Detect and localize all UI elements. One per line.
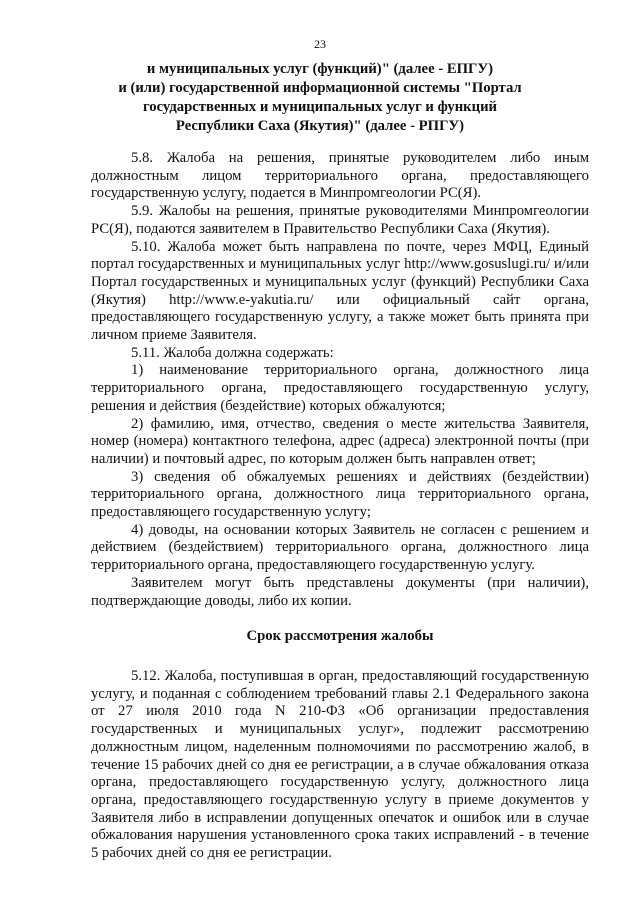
title-line: Республики Саха (Якутия)" (далее - РПГУ) <box>175 118 465 134</box>
list-item-2: 2) фамилию, имя, отчество, сведения о месте жительства Заявителя, номер (номера) контактного телефона, адрес (адреса) электронной почты (при наличии) и почтовый адрес, по которым должен быть направлен ответ; <box>91 415 589 467</box>
paragraph-5-12: 5.12. Жалоба, поступившая в орган, предоставляющий государственную услугу, и поданная с соблюдением требований главы 2.1 Федерального закона от 27 июля 2010 года N 210-ФЗ «Об организации предоставления государственных и муниципальных услуг», подлежит рассмотрению должностным лицом, наделенным полномочиями по рассмотрению жалоб, в течение 15 рабочих дней со дня ее регистрации, а в случае обжалования отказа органа, предоставляющего государственную услугу, должностного лица органа, предоставляющего государственную услугу в приеме документов у Заявителя либо в исправлении допущенных опечаток и ошибок или в случае обжалования нарушения установленного срока таких исправлений - в течение 5 рабочих дней со дня ее регистрации. <box>91 667 589 862</box>
paragraph-documents: Заявителем могут быть представлены документы (при наличии), подтверждающие доводы, либо их копии. <box>91 574 589 609</box>
title-line: государственных и муниципальных услуг и функций <box>142 99 498 115</box>
list-item-4: 4) доводы, на основании которых Заявитель не согласен с решением и действием (бездействием) территориального органа, должностного лица территориального органа, предоставляющего государственную услугу. <box>91 521 589 574</box>
list-item-1: 1) наименование территориального органа, должностного лица территориального органа, предоставляющего государственную услугу, решения и действия (бездействие) которых обжалуются; <box>91 362 589 414</box>
paragraph-5-10: 5.10. Жалоба может быть направлена по почте, через МФЦ, Единый портал государственных и муниципальных услуг http://www.gosuslugi.ru/ и/или Портал государственных и муниципальных услуг (функций) Республики Саха (Якутия) http://www.e-yakutia.ru/ или официальный сайт органа, предоставляющего государственную услугу, а также может быть принята при личном приеме Заявителя. <box>91 238 589 344</box>
title-line: и (или) государственной информационной системы "Портал <box>118 80 522 96</box>
section-title <box>60 60 580 136</box>
list-item-3: 3) сведения об обжалуемых решениях и действиях (бездействии) территориального органа, должностного лица территориального органа, предоставляющего государственную услугу; <box>91 468 589 521</box>
paragraph-5-11: 5.11. Жалоба должна содержать: <box>131 344 334 361</box>
document-body <box>91 150 589 863</box>
title-line: и муниципальных услуг (функций)" (далее - ЕПГУ) <box>146 61 494 77</box>
section-heading: Срок рассмотрения жалобы <box>246 628 434 645</box>
paragraph-5-9: 5.9. Жалобы на решения, принятые руководителями Минпромгеологии РС(Я), подаются заявителем в Правительство Республики Саха (Якутия). <box>91 203 589 237</box>
page-number: 23 <box>314 37 326 51</box>
paragraph-5-8: 5.8. Жалоба на решения, принятые руководителем либо иным должностным лицом территориального органа, предоставляющего государственную услугу, подается в Минпромгеологии РС(Я). <box>91 150 589 202</box>
